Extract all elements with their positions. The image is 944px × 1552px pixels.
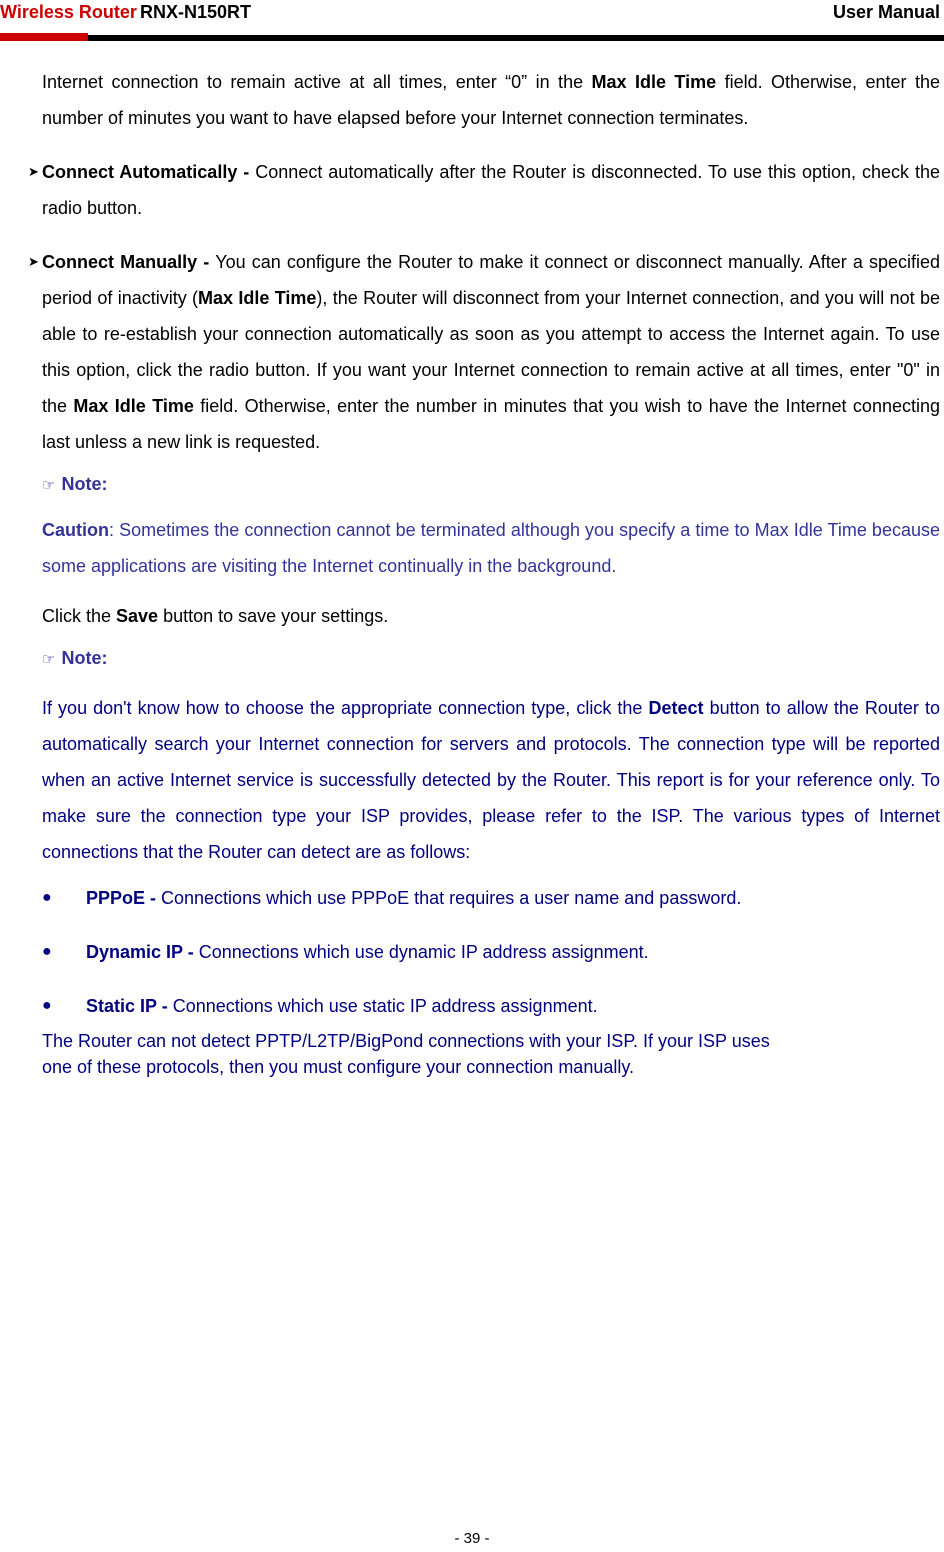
list-item: ● PPPoE - Connections which use PPPoE that requires a user name and password. (42, 880, 940, 916)
bullet-dot-icon: ● (42, 889, 52, 906)
bullet-dot-icon: ● (42, 943, 52, 960)
arrow-bullet-icon: ➤ (28, 254, 39, 269)
header-rule-black (88, 35, 944, 41)
detect-note-paragraph: If you don't know how to choose the appropriate connection type, click the Detect button to allow the Router to automatically search your Internet connection for servers and protocols. The connection type will be reported when an active Internet service is successfully detected by the Router. This report is for your reference only. To make sure the connection type your ISP provides, please refer to the ISP. The various types of Internet connections that the Router can detect are as follows: (42, 698, 940, 862)
pointing-hand-icon: ☞ (42, 651, 56, 668)
save-instruction: Click the Save button to save your settings. (42, 606, 389, 626)
note-heading: ☞ Note: (42, 474, 108, 494)
page-body (28, 64, 940, 1080)
header-brand: Wireless Router (0, 2, 137, 22)
note-heading: ☞ Note: (42, 648, 108, 668)
caution-paragraph: Caution: Sometimes the connection cannot be terminated although you specify a time to Max Idle Time because some applications are visiting the Internet continually in the background. (42, 520, 940, 576)
connect-automatically-item: ➤ Connect Automatically - Connect automatically after the Router is disconnected. To use this option, check the radio button. (42, 154, 940, 226)
pointing-hand-icon: ☞ (42, 477, 56, 494)
page-number: - 39 - (454, 1530, 490, 1547)
header-model: RNX-N150RT (140, 2, 252, 22)
intro-paragraph: Internet connection to remain active at all times, enter “0” in the Max Idle Time field. Otherwise, enter the number of minutes you want to have elapsed before your Internet connection terminates. (42, 72, 940, 128)
header-rule-red (0, 33, 88, 41)
list-item: ● Dynamic IP - Connections which use dynamic IP address assignment. (42, 934, 940, 970)
page-header (0, 0, 944, 44)
list-item: ● Static IP - Connections which use static IP address assignment. (42, 988, 940, 1024)
closing-paragraph: The Router can not detect PPTP/L2TP/BigPond connections with your ISP. If your ISP uses one of these protocols, then you must configure your connection manually. (42, 1031, 770, 1077)
arrow-bullet-icon: ➤ (28, 164, 39, 179)
connect-manually-item: ➤ Connect Manually - You can configure the Router to make it connect or disconnect manually. After a specified period of inactivity (Max Idle Time), the Router will disconnect from your Internet connection, and you will not be able to re-establish your connection automatically as soon as you attempt to access the Internet again. To use this option, click the radio button. If you want your Internet connection to remain active at all times, enter "0" in the Max Idle Time field. Otherwise, enter the number in minutes that you wish to have the Internet connecting last unless a new link is requested. (42, 244, 940, 460)
header-manual-title: User Manual (832, 2, 940, 22)
bullet-dot-icon: ● (42, 997, 52, 1014)
